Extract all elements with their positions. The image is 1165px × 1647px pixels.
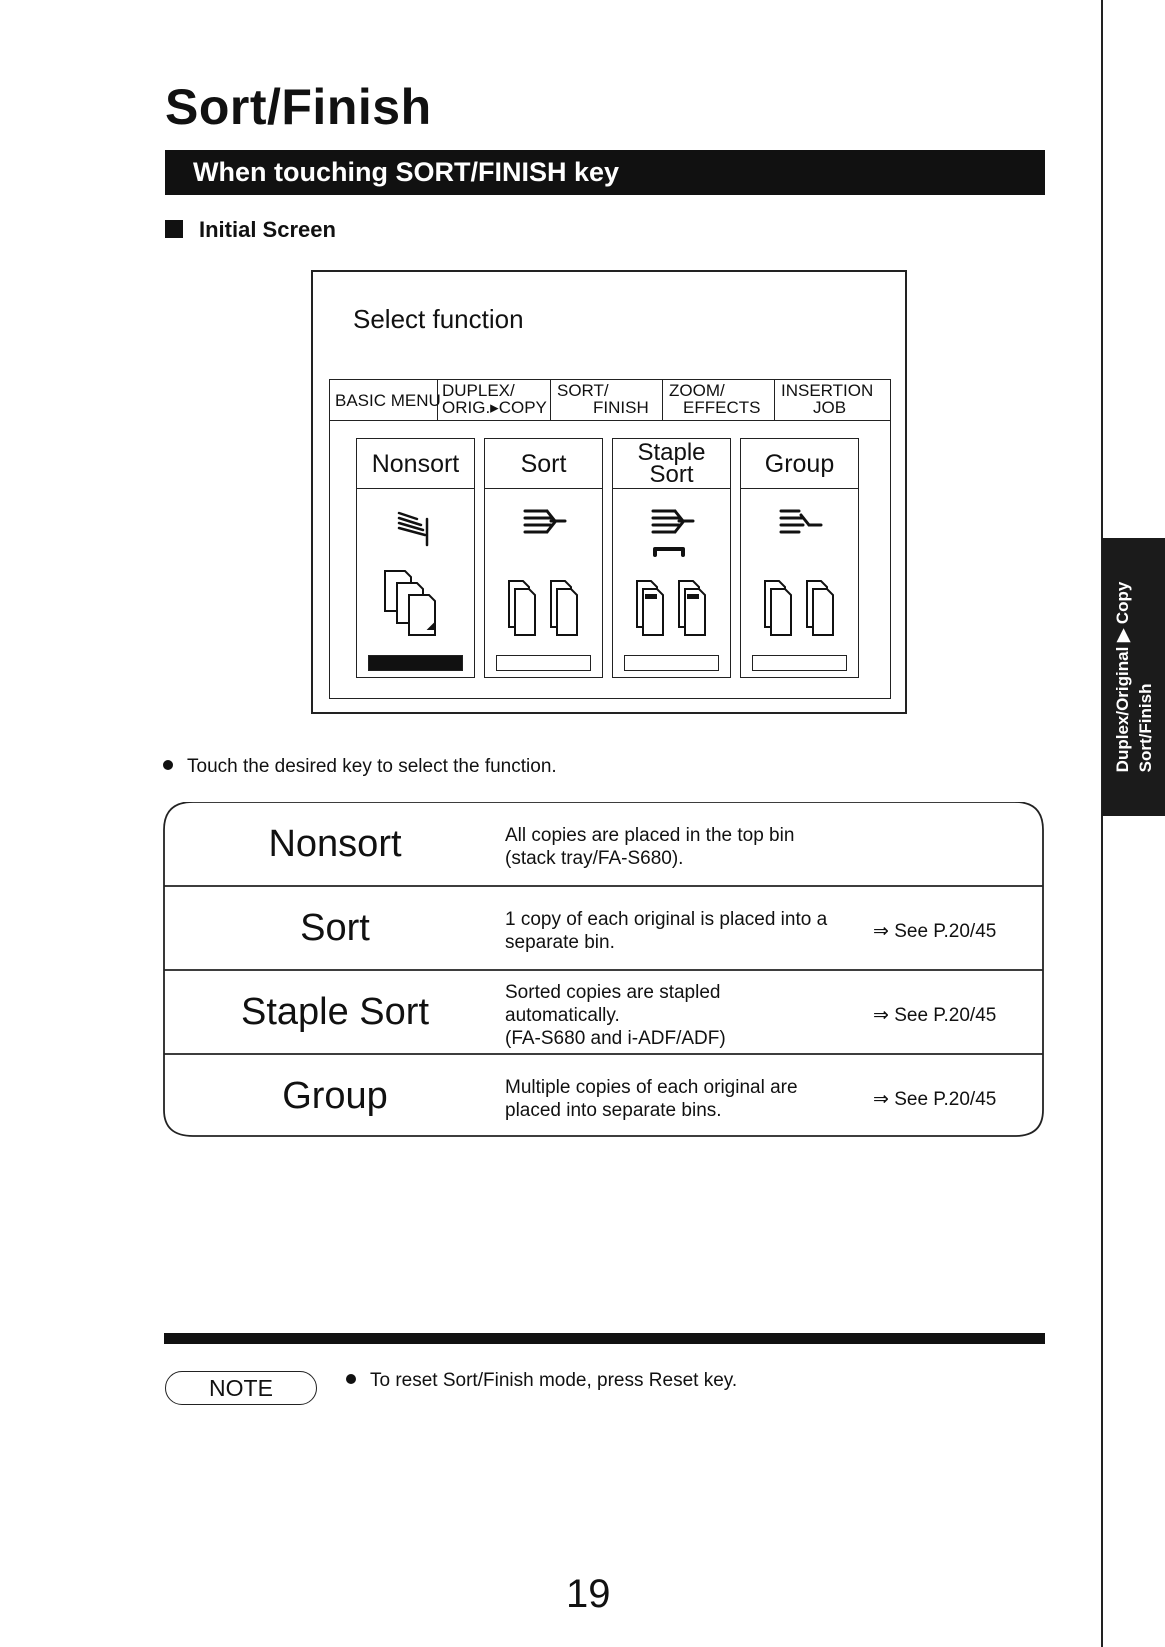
page-reference: ⇒ See P.20/45 xyxy=(873,921,997,942)
description-line: separate bin. xyxy=(505,932,615,953)
function-description xyxy=(505,1076,798,1122)
chapter-tab-line2: Sort/Finish xyxy=(1135,683,1155,773)
staple-sort-label-1: Staple xyxy=(637,439,706,466)
note-text: To reset Sort/Finish mode, press Reset key. xyxy=(370,1370,738,1391)
bullet-icon xyxy=(163,760,173,770)
function-name: Staple Sort xyxy=(241,991,429,1033)
tab-zoom-label-2: EFFECTS xyxy=(683,398,761,417)
tab-basic-menu-label: BASIC MENU xyxy=(335,391,441,410)
sort-indicator xyxy=(496,655,591,671)
description-line: (stack tray/FA-S680). xyxy=(505,848,684,869)
tab-insertion-label-1: INSERTION xyxy=(781,381,874,400)
function-description-table xyxy=(163,802,1045,1138)
tab-zoom-effects[interactable] xyxy=(663,380,775,420)
description-line: automatically. xyxy=(505,1005,620,1026)
group-button[interactable] xyxy=(740,438,859,678)
group-button-label: Group xyxy=(741,439,858,489)
section-banner xyxy=(165,150,1045,195)
nonsort-selected-indicator xyxy=(368,655,463,671)
instruction xyxy=(163,756,557,778)
description-line: All copies are placed in the top bin xyxy=(505,825,795,846)
function-tab-bar xyxy=(329,379,891,421)
description-line: placed into separate bins. xyxy=(505,1100,722,1121)
function-description xyxy=(505,908,827,954)
table-row-sort xyxy=(163,886,1045,970)
group-bins-icon xyxy=(741,489,857,649)
section-banner-text: When touching SORT/FINISH key xyxy=(193,157,620,187)
divider-bar xyxy=(164,1333,1045,1344)
tab-duplex-orig-copy[interactable] xyxy=(438,380,551,420)
tab-duplex-label-2: ORIG.▸COPY xyxy=(442,398,547,417)
nonsort-button[interactable] xyxy=(356,438,475,678)
function-description xyxy=(505,824,794,870)
tab-basic-menu[interactable] xyxy=(330,380,441,420)
screen-heading: Select function xyxy=(353,304,524,334)
function-name: Nonsort xyxy=(268,823,402,865)
staple-sort-button[interactable] xyxy=(612,438,731,678)
instruction-text: Touch the desired key to select the function. xyxy=(187,756,557,777)
staple-sort-indicator xyxy=(624,655,719,671)
subsection-heading-text: Initial Screen xyxy=(199,217,336,242)
description-line: Sorted copies are stapled xyxy=(505,982,721,1003)
chapter-tab-line1: Duplex/Original ▶ Copy xyxy=(1112,581,1132,773)
staple-sorter-icon xyxy=(613,489,729,649)
page-number: 19 xyxy=(566,1572,611,1616)
tab-zoom-label-1: ZOOM/ xyxy=(669,381,725,400)
note xyxy=(346,1370,737,1392)
staple-sort-label-2: Sort xyxy=(649,461,694,488)
note-label: NOTE xyxy=(165,1371,317,1405)
tab-duplex-label-1: DUPLEX/ xyxy=(442,381,515,400)
tab-insertion-label-2: JOB xyxy=(813,398,847,417)
page-reference: ⇒ See P.20/45 xyxy=(873,1005,997,1026)
bullet-icon xyxy=(346,1374,356,1384)
square-bullet-icon xyxy=(165,220,183,238)
function-name: Group xyxy=(282,1075,388,1117)
description-line: 1 copy of each original is placed into a xyxy=(505,909,828,930)
function-name: Sort xyxy=(300,907,370,949)
stack-tray-icon xyxy=(357,489,473,649)
tab-insertion-job[interactable] xyxy=(775,380,890,420)
group-indicator xyxy=(752,655,847,671)
nonsort-button-label: Nonsort xyxy=(357,439,474,489)
table-row-group xyxy=(163,1054,1045,1138)
description-line: Multiple copies of each original are xyxy=(505,1077,798,1098)
sort-button[interactable] xyxy=(484,438,603,678)
page-edge xyxy=(1101,0,1103,1647)
subsection-heading xyxy=(165,217,336,243)
sorter-bins-icon xyxy=(485,489,601,649)
chapter-tab xyxy=(1102,538,1165,816)
function-description xyxy=(505,981,726,1050)
tab-sort-finish[interactable] xyxy=(551,380,663,420)
tab-sort-finish-label-2: FINISH xyxy=(593,398,649,417)
staple-sort-button-label xyxy=(613,439,730,489)
table-row-nonsort xyxy=(163,802,1045,886)
tab-sort-finish-label-1: SORT/ xyxy=(557,381,609,400)
table-row-staple-sort xyxy=(163,970,1045,1054)
page-title: Sort/Finish xyxy=(165,79,432,135)
page-reference: ⇒ See P.20/45 xyxy=(873,1089,997,1110)
description-line: (FA-S680 and i-ADF/ADF) xyxy=(505,1028,726,1049)
sort-button-label: Sort xyxy=(485,439,602,489)
